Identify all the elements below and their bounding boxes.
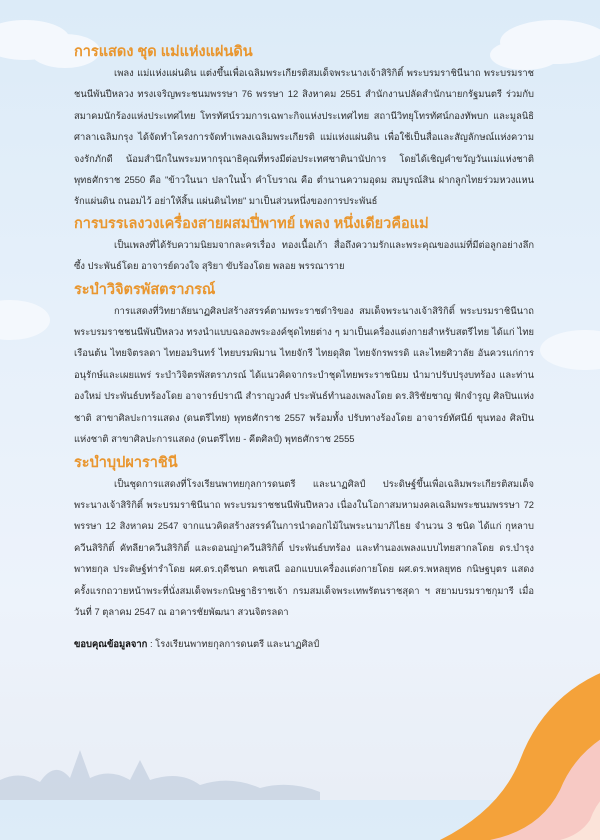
section-buppha-rachini (74, 453, 534, 623)
credit-label: ขอบคุณข้อมูลจาก (74, 638, 148, 650)
section-heading: การแสดง ชุด แม่แห่งแผ่นดิน (74, 44, 253, 60)
section-body: เป็นชุดการแสดงที่โรงเรียนพาทยกุลการดนตรี และนาฏศิลป์ ประดิษฐ์ขึ้นเพื่อเฉลิมพระเกียรติสมเด็จพระนางเจ้าสิริกิติ์ พระบรมราชินีนาถ พระบรมราชชนนีพันปีหลวง เนื่องในโอกาสมหามงคลเฉลิมพระชนมพรรษา 72 พรรษา 12 สิงหาคม 2547 จากแนวคิดสร้างสรรค์ในการนำดอกไม้ในพระนามาภิไธย จำนวน 3 ชนิด ได้แก่ กุหลาบควีนสิริกิติ์ คัทลียาควีนสิริกิติ์ และดอนญ่าควีนสิริกิติ์ ประพันธ์บทร้อง และทำนองเพลงแบบไทยสากลโดย ดร.บำรุง พาทยกุล ประดิษฐ์ท่ารำโดย ผศ.ดร.ฤดีชนก คชเสนี ออกแบบเครื่องแต่งกายโดย ผศ.ดร.พหลยุทธ กนิษฐบุตร แสดงครั้งแรกถวายหน้าพระที่นั่งสมเด็จพระกนิษฐาธิราชเจ้า กรมสมเด็จพระเทพรัตนราชสุดา ฯ สยามบรมราชกุมารี เมื่อวันที่ 7 ตุลาคม 2547 ณ อาคารชัยพัฒนา สวนจิตรลดา (74, 477, 534, 617)
section-body: เพลง แม่แห่งแผ่นดิน แต่งขึ้นเพื่อเฉลิมพระเกียรติสมเด็จพระนางเจ้าสิริกิติ์ พระบรมราชินีนาถ พระบรมราชชนนีพันปีหลวง ทรงเจริญพระชนมพรรษา 76 พรรษา 12 สิงหาคม 2551 สำนักงานปลัดสำนักนายกรัฐมนตรี ร่วมกับสมาคมนักร้องแห่งประเทศไทย โทรทัศน์รวมการเฉพาะกิจแห่งประเทศไทย สถานีวิทยุโทรทัศน์กองทัพบก และมูลนิธิศาลาเฉลิมกรุง ได้จัดทำโครงการจัดทำเพลงเฉลิมพระเกียรติ แม่แห่งแผ่นดิน เพื่อใช้เป็นสื่อและสัญลักษณ์แห่งความจงรักภักดี น้อมสำนึกในพระมหากรุณาธิคุณที่ทรงมีต่อประเทศชาตินานัปการ โดยได้เชิญคำขวัญวันแม่แห่งชาติ พุทธศักราช 2550 คือ "ข้าวในนา ปลาในน้ำ คำโบราณ คือ ตำนานความอุดม สมบูรณ์สิน ฝากลูกไทยร่วมหวงแหน รักแผ่นดิน ถนอมไว้ อย่าให้สิ้น แผ่นดินไทย" มาเป็นส่วนหนึ่งของการประพันธ์ (74, 67, 534, 207)
section-heading: ระบำวิจิตรพัสตราภรณ์ (74, 281, 216, 298)
section-body: การแสดงที่วิทยาลัยนาฏศิลปสร้างสรรค์ตามพระราชดำริของ สมเด็จพระนางเจ้าสิริกิติ์ พระบรมราชินีนาถ พระบรมราชชนนีพันปีหลวง ทรงนำแบบฉลองพระองค์ชุดไทยต่าง ๆ มาเป็นเครื่องแต่งกายสำหรับสตรีไทย ได้แก่ ไทยเรือนต้น ไทยจิตรลดา ไทยอมรินทร์ ไทยบรมพิมาน ไทยจักรี ไทยดุสิต ไทยจักรพรรดิ และไทยศิวาลัย อันควรแก่การอนุรักษ์และเผยแพร่ ระบำวิจิตรพัสตราภรณ์ ได้แนวคิดจากระบำชุดไทยพระราชนิยม นำมาปรับปรุงบทร้อง และท่านองใหม่ ประพันธ์บทร้องโดย อาจารย์ปราณี สำราญวงศ์ ประพันธ์ทำนองเพลงโดย ดร.สิริชัยชาญ ฟักจำรูญ ศิลปินแห่งชาติ สาขาศิลปะการแสดง (ดนตรีไทย) พุทธศักราช 2557 พร้อมทั้ง ปรับทางร้องโดย อาจารย์ทัศนีย์ ขุนทอง ศิลปินแห่งชาติ สาขาศิลปะการแสดง (ดนตรีไทย - คีตศิลป์) พุทธศักราช 2555 (74, 304, 534, 445)
section-body: เป็นเพลงที่ได้รับความนิยมจากละครเรื่อง ทองเนื้อเก้า สื่อถึงความรักและพระคุณของแม่ที่มีต่อลูกอย่างลึกซึ้ง ประพันธ์โดย อาจารย์ดวงใจ สุริยา ขับร้องโดย พลอย พรรณาราย (74, 238, 534, 272)
section-heading: ระบำบุปผาราชินี (74, 454, 178, 471)
cloud-decoration (540, 330, 600, 370)
section-mae-haeng-phaendin (74, 42, 534, 212)
credit-source: : โรงเรียนพาทยกุลการดนตรี และนาฏศิลป์ (147, 638, 320, 650)
wave-decoration (400, 620, 600, 840)
section-nueng-diao-khue-mae (74, 214, 534, 277)
document-page (74, 38, 534, 652)
section-heading: การบรรเลงวงเครื่องสายผสมปี่พาทย์ เพลง หนึ่งเดียวคือแม่ (74, 215, 429, 232)
credit-line (74, 636, 534, 652)
silhouette-decoration (0, 730, 320, 800)
section-wijit-patsataraporn (74, 280, 534, 450)
cloud-decoration (0, 300, 50, 340)
